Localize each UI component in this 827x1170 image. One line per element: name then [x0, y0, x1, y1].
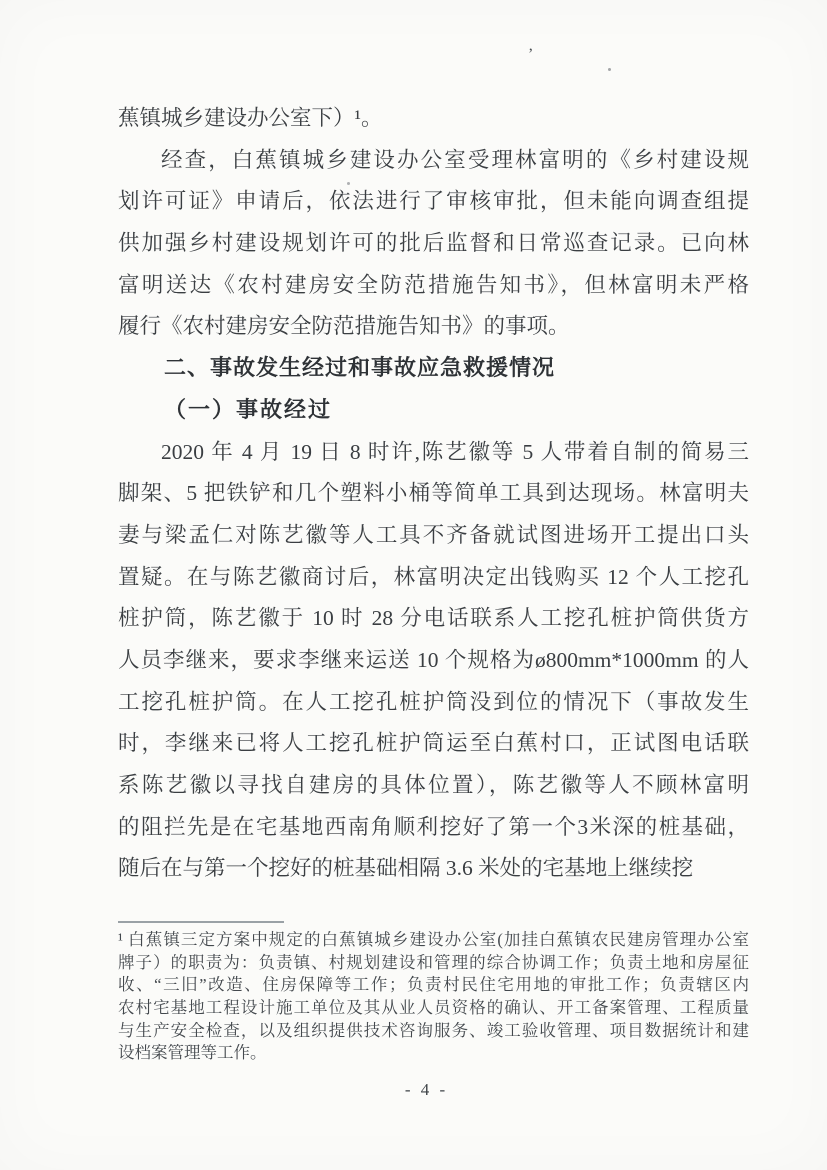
text-line: 2020 年 4 月 19 日 8 时许,陈艺徽等 5 人带着自制的简易三 — [161, 439, 749, 464]
paragraph-investigation-findings — [118, 140, 749, 348]
paragraph-accident-course — [118, 432, 749, 891]
footnote-line: ¹ 白蕉镇三定方案中规定的白蕉镇城乡建设办公室(加挂白蕉镇农民建房管理办公室 — [118, 930, 749, 949]
text-line: 履行《农村建房安全防范措施告知书》的事项。 — [118, 314, 570, 339]
page-number: - 4 - — [404, 1080, 449, 1099]
footnote — [118, 929, 749, 1065]
footnote-line: 收、“三旧”改造、住房保障等工作；负责村民住宅用地的审批工作；负责辖区内 — [118, 975, 749, 995]
text-line: 经查，白蕉镇城乡建设办公室受理林富明的《乡村建设规 — [161, 147, 749, 172]
text-line: 桩护筒，陈艺徽于 10 时 28 分电话联系人工挖孔桩护筒供货方 — [118, 606, 749, 631]
footnote-line: 设档案管理等工作。 — [118, 1043, 267, 1063]
footnote-separator — [118, 921, 284, 923]
text-line: 时，李继来已将人工挖孔桩护筒运至白蕉村口，正试图电话联 — [118, 731, 749, 756]
text-line: 置疑。在与陈艺徽商讨后，林富明决定出钱购买 12 个人工挖孔 — [118, 564, 749, 589]
text-line: 系陈艺徽以寻找自建房的具体位置），陈艺徽等人不顾林富明 — [118, 773, 749, 797]
body-text — [118, 98, 749, 890]
text-line: 人员李继来，要求李继来运送 10 个规格为ø800mm*1000mm 的人 — [118, 647, 749, 672]
footnote-line: 农村宅基地工程设计施工单位及其从业人员资格的确认、开工备案管理、工程质量 — [118, 998, 749, 1018]
text-line: 工挖孔桩护筒。在人工挖孔桩护筒没到位的情况下（事故发生 — [118, 689, 749, 714]
text-line: 脚架、5 把铁铲和几个塑料小桶等简单工具到达现场。林富明夫 — [118, 481, 749, 506]
paragraph-continuation — [118, 98, 749, 140]
scan-artifact-mark: ’ — [528, 46, 534, 63]
text-line: 蕉镇城乡建设办公室下）¹。 — [118, 106, 383, 130]
text-line: 富明送达《农村建房安全防范措施告知书》，但林富明未严格 — [118, 272, 749, 297]
text-line: 划许可证》申请后，依法进行了审核审批，但未能向调查组提 — [118, 189, 749, 214]
footnote-line: 与生产安全检查，以及组织提供技术咨询服务、竣工验收管理、项目数据统计和建 — [118, 1020, 749, 1040]
footnote-line: 牌子）的职责为：负责镇、村规划建设和管理的综合协调工作；负责土地和房屋征 — [118, 952, 749, 972]
subsection-heading: （一）事故经过 — [164, 397, 333, 423]
scan-artifact-dot — [608, 68, 611, 71]
text-line: 随后在与第一个挖好的桩基础相隔 3.6 米处的宅基地上继续挖 — [118, 856, 694, 881]
text-line: 供加强乡村建设规划许可的批后监督和日常巡查记录。已向林 — [118, 231, 749, 256]
text-line: 妻与梁孟仁对陈艺徽等人工具不齐备就试图进场开工提出口头 — [118, 522, 749, 547]
text-line: 的阻拦先是在宅基地西南角顺利挖好了第一个3米深的桩基础， — [118, 814, 749, 839]
section-heading: 二、事故发生经过和事故应急救援情况 — [164, 356, 556, 382]
